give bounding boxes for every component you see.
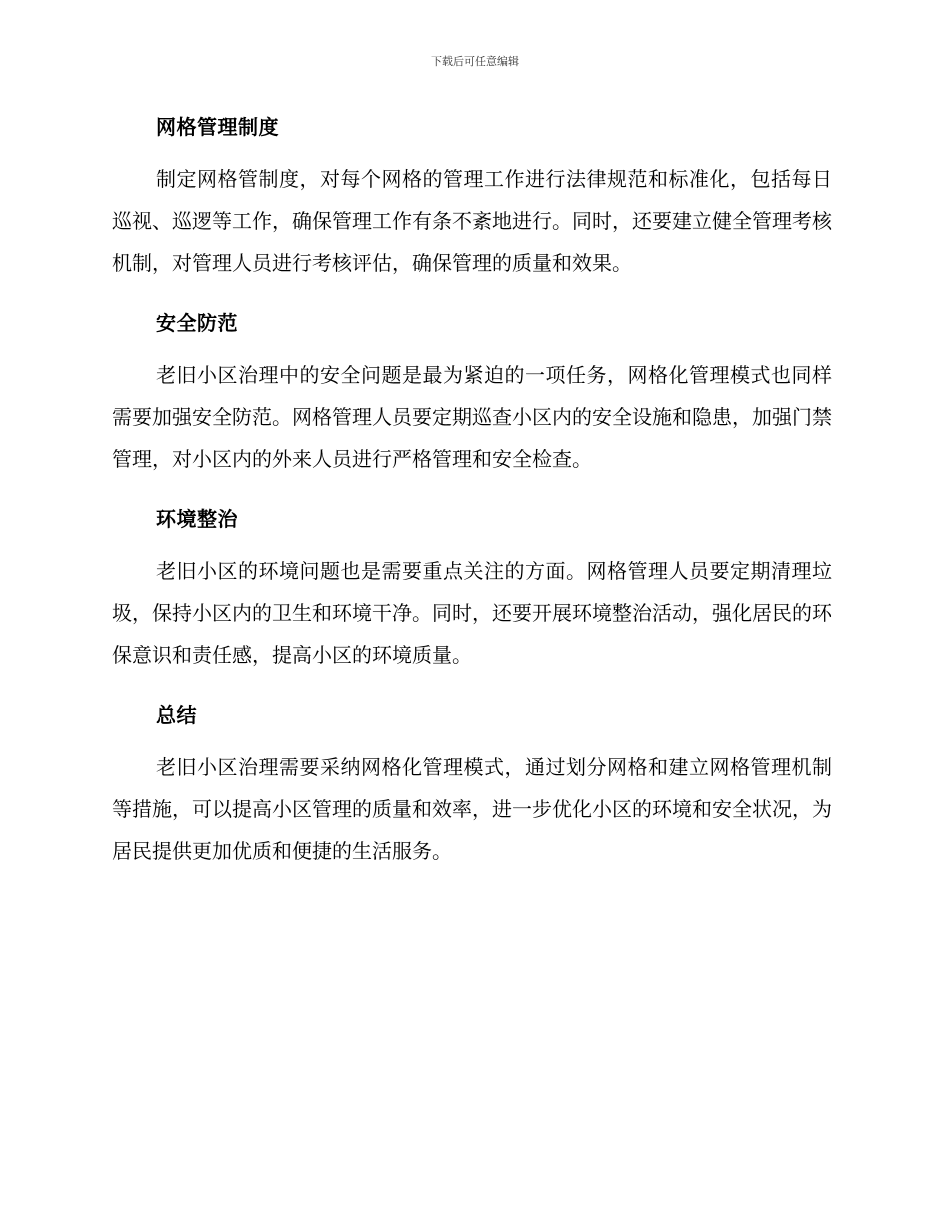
section-heading: 环境整治 <box>156 507 238 531</box>
section-heading: 总结 <box>156 703 197 727</box>
section-grid-management <box>112 110 832 284</box>
section-heading: 网格管理制度 <box>156 115 279 139</box>
section-safety <box>112 306 832 480</box>
section-environment <box>112 502 832 676</box>
header-note: 下载后可任意编辑 <box>431 55 519 68</box>
document-body <box>112 110 832 894</box>
section-summary <box>112 698 832 872</box>
section-paragraph: 老旧小区治理中的安全问题是最为紧迫的一项任务，网格化管理模式也同样需要加强安全防范。网格管理人员要定期巡查小区内的安全设施和隐患，加强门禁管理，对小区内的外来人员进行严格管理和安全检查。 <box>112 363 832 471</box>
section-paragraph: 老旧小区的环境问题也是需要重点关注的方面。网格管理人员要定期清理垃圾，保持小区内的卫生和环境干净。同时，还要开展环境整治活动，强化居民的环保意识和责任感，提高小区的环境质量。 <box>112 559 832 667</box>
section-heading: 安全防范 <box>156 311 238 335</box>
section-paragraph: 制定网格管制度，对每个网格的管理工作进行法律规范和标准化，包括每日巡视、巡逻等工作，确保管理工作有条不紊地进行。同时，还要建立健全管理考核机制，对管理人员进行考核评估，确保管理的质量和效果。 <box>112 167 832 275</box>
section-paragraph: 老旧小区治理需要采纳网格化管理模式，通过划分网格和建立网格管理机制等措施，可以提高小区管理的质量和效率，进一步优化小区的环境和安全状况，为居民提供更加优质和便捷的生活服务。 <box>112 755 832 863</box>
